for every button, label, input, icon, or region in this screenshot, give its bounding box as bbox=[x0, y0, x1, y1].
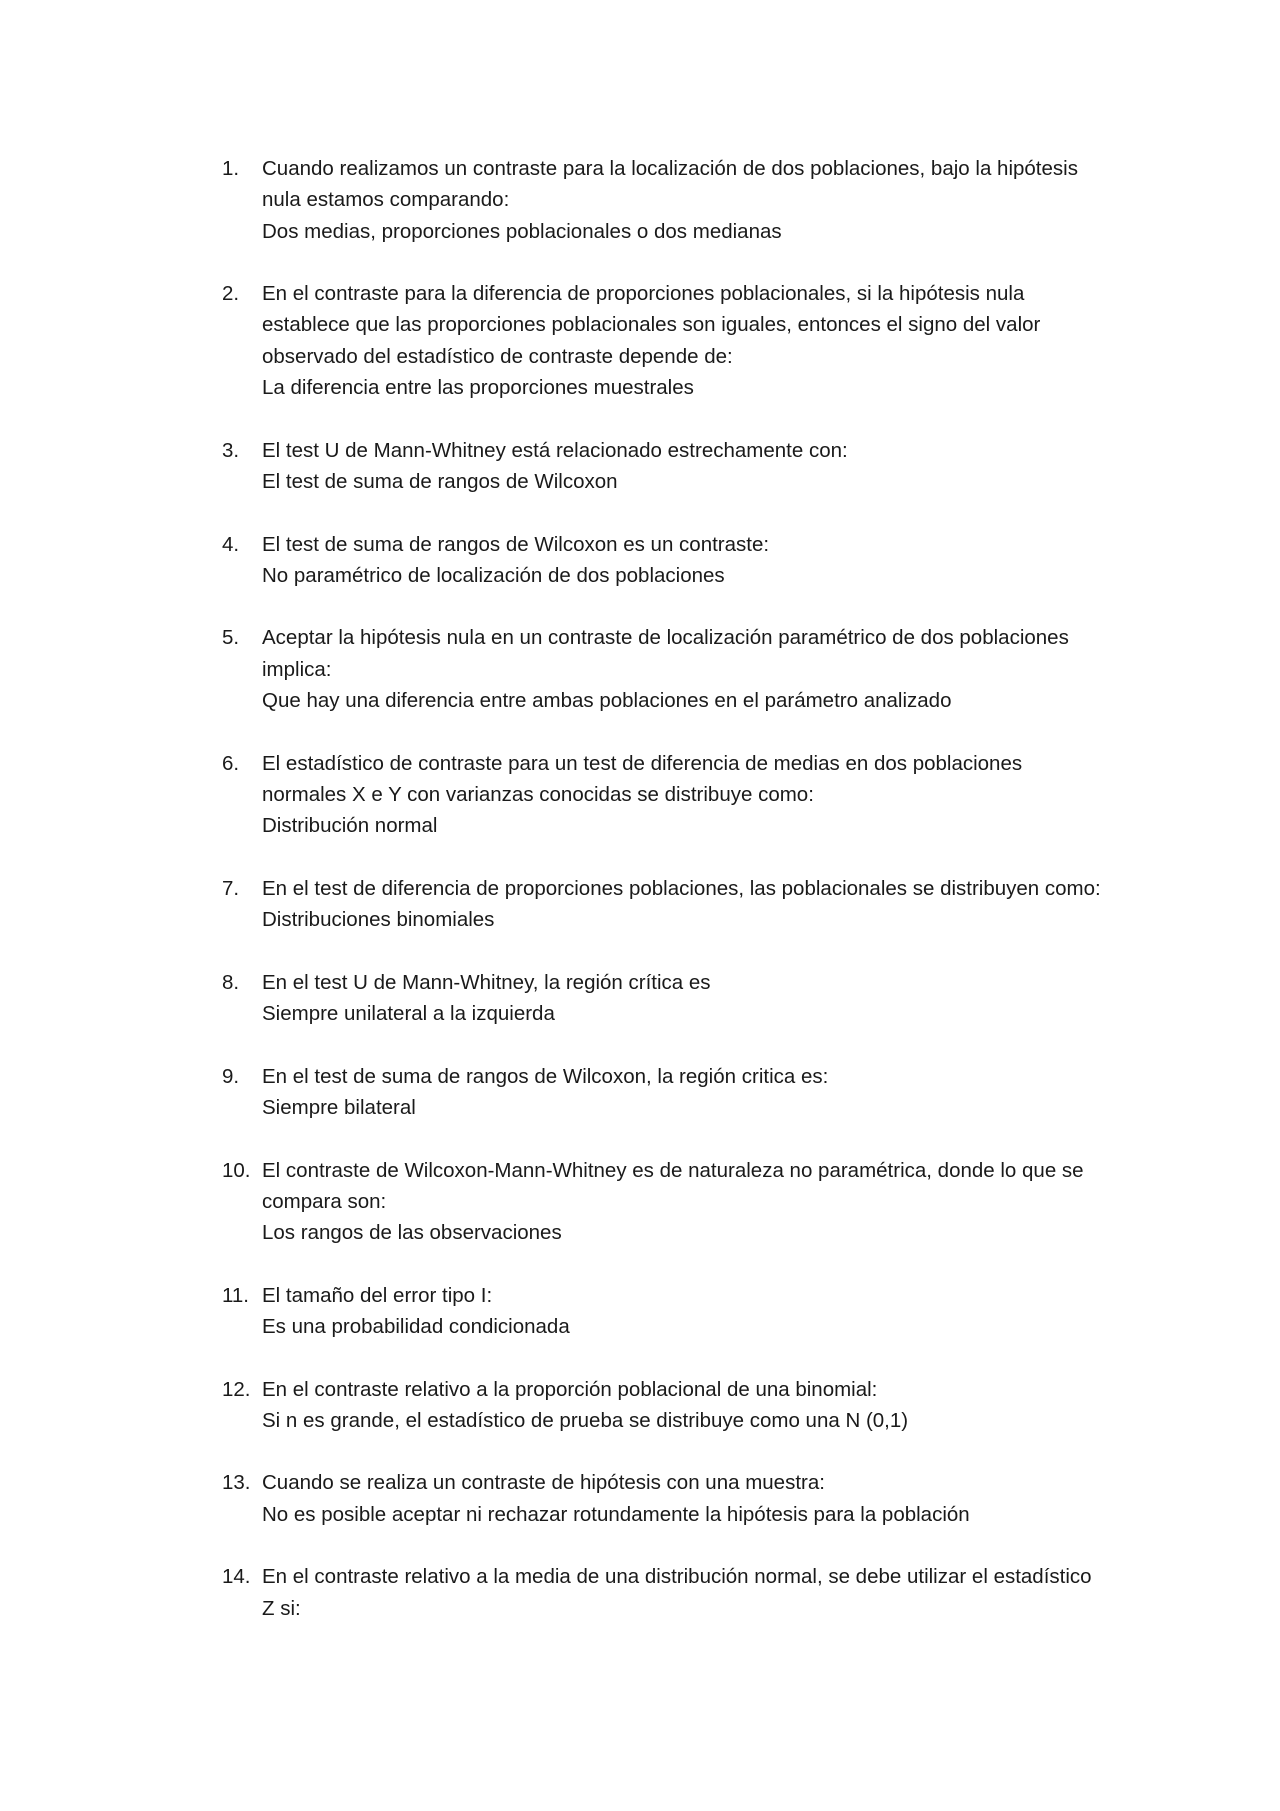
answer-text: No paramétrico de localización de dos poblaciones bbox=[262, 563, 725, 587]
answer-text: No es posible aceptar ni rechazar rotundamente la hipótesis para la población bbox=[262, 1502, 970, 1526]
list-item bbox=[222, 278, 1102, 403]
question-text: En el contraste para la diferencia de proporciones poblacionales, si la hipótesis nula establece que las proporciones poblacionales son iguales, entonces el signo del valor observado del estadístico de contraste depende de: bbox=[262, 282, 1041, 368]
list-item bbox=[222, 967, 1102, 1030]
item-number: 11. bbox=[222, 1283, 249, 1307]
question-text: El estadístico de contraste para un test de diferencia de medias en dos poblaciones normales X e Y con varianzas conocidas se distribuye como: bbox=[262, 751, 1023, 806]
list-item bbox=[222, 622, 1102, 716]
item-number: 10. bbox=[222, 1158, 251, 1182]
item-number: 3. bbox=[222, 438, 240, 462]
question-text: En el contraste relativo a la media de una distribución normal, se debe utilizar el estadístico Z si: bbox=[262, 1565, 1092, 1620]
answer-text: Siempre bilateral bbox=[262, 1095, 416, 1119]
question-text: En el test de suma de rangos de Wilcoxon, la región critica es: bbox=[262, 1064, 829, 1088]
question-text: El tamaño del error tipo I: bbox=[262, 1283, 493, 1307]
answer-text: Siempre unilateral a la izquierda bbox=[262, 1002, 555, 1026]
item-number: 12. bbox=[222, 1377, 251, 1401]
answer-text: Los rangos de las observaciones bbox=[262, 1221, 562, 1245]
question-text: El test de suma de rangos de Wilcoxon es un contraste: bbox=[262, 532, 770, 556]
answer-text: Si n es grande, el estadístico de prueba se distribuye como una N (0,1) bbox=[262, 1408, 909, 1432]
answer-text: Dos medias, proporciones poblacionales o dos medianas bbox=[262, 219, 782, 243]
item-number: 9. bbox=[222, 1064, 240, 1088]
question-text: Cuando realizamos un contraste para la localización de dos poblaciones, bajo la hipótesis nula estamos comparando: bbox=[262, 157, 1078, 212]
item-number: 13. bbox=[222, 1471, 251, 1495]
item-number: 8. bbox=[222, 970, 240, 994]
answer-text: Distribuciones binomiales bbox=[262, 908, 495, 932]
list-item bbox=[222, 1561, 1102, 1624]
list-item bbox=[222, 1374, 1102, 1437]
answer-text: La diferencia entre las proporciones muestrales bbox=[262, 376, 694, 400]
item-number: 14. bbox=[222, 1565, 251, 1589]
question-text: En el test de diferencia de proporciones poblaciones, las poblacionales se distribuyen como: bbox=[262, 876, 1101, 900]
list-item bbox=[222, 1467, 1102, 1530]
question-text: En el contraste relativo a la proporción poblacional de una binomial: bbox=[262, 1377, 878, 1401]
answer-text: Distribución normal bbox=[262, 814, 438, 838]
answer-text: Que hay una diferencia entre ambas poblaciones en el parámetro analizado bbox=[262, 689, 952, 713]
item-number: 7. bbox=[222, 876, 240, 900]
question-text: El test U de Mann-Whitney está relacionado estrechamente con: bbox=[262, 438, 848, 462]
list-item bbox=[222, 1061, 1102, 1124]
question-text: El contraste de Wilcoxon-Mann-Whitney es de naturaleza no paramétrica, donde lo que se compara son: bbox=[262, 1158, 1084, 1213]
answer-text: Es una probabilidad condicionada bbox=[262, 1314, 570, 1338]
item-number: 2. bbox=[222, 282, 240, 306]
list-item bbox=[222, 1280, 1102, 1343]
item-number: 4. bbox=[222, 532, 240, 556]
item-number: 5. bbox=[222, 626, 240, 650]
answer-text: El test de suma de rangos de Wilcoxon bbox=[262, 469, 618, 493]
list-item bbox=[222, 748, 1102, 842]
list-item bbox=[222, 529, 1102, 592]
item-number: 6. bbox=[222, 751, 240, 775]
list-item bbox=[222, 435, 1102, 498]
question-list bbox=[222, 153, 1102, 1655]
list-item bbox=[222, 873, 1102, 936]
list-item bbox=[222, 153, 1102, 247]
list-item bbox=[222, 1155, 1102, 1249]
question-text: Aceptar la hipótesis nula en un contraste de localización paramétrico de dos poblaciones implica: bbox=[262, 626, 1069, 681]
question-text: Cuando se realiza un contraste de hipótesis con una muestra: bbox=[262, 1471, 825, 1495]
question-text: En el test U de Mann-Whitney, la región crítica es bbox=[262, 970, 711, 994]
item-number: 1. bbox=[222, 157, 240, 180]
